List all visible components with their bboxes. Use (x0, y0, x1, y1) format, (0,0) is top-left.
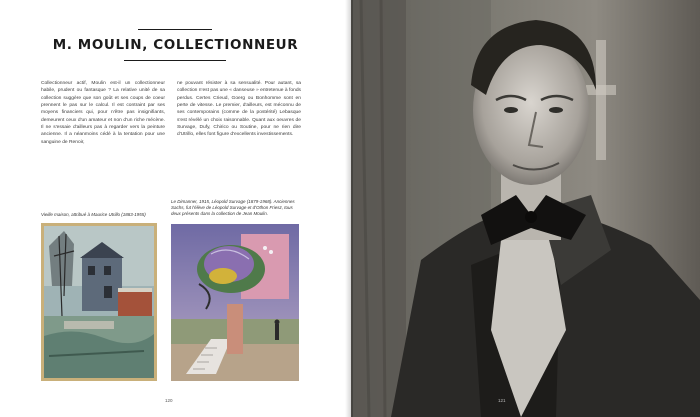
portrait-photo (351, 0, 700, 417)
page-title: M. MOULIN, COLLECTIONNEUR (52, 37, 299, 53)
page-number-right: 121 (498, 398, 506, 403)
painting-survage (171, 224, 299, 381)
title-rule-top (138, 29, 212, 30)
painting-survage-image (171, 224, 299, 381)
caption-utrillo: Vieille maison, attribué à Maurice Utrillo (1883-1955) (41, 212, 146, 217)
painting-utrillo (41, 223, 157, 381)
body-text-column-2: ne pouvant résister à sa sensualité. Pour autant, sa collection n'est pas une « danseuse » entretenue à fonds perdus. Certes Crieud, Goerg ou Bonhomme sont en perte de vitesse. Le premier, d'ailleurs, est méconnu de ses contemporains (comme de la postérité) Lebasque s'est révélé un choix raisonnable. Quant aux oeuvres de Survage, Dufy, Chirico ou Soutine, pour ne rien dire d'Utrillo, elles font figure d'excellents investissements. (177, 81, 301, 138)
page-number-left: 120 (165, 398, 173, 403)
body-text-column-1: Collectionneur actif, Moulin est-il un collectionneur habile, prudent ou fantasque ? La relative unité de sa collection suggère que son goût et ses coups de coeur prennent le pas sur le calcul. Il est contraint par ses moyens financiers qui, pour n'être pas insignifiants, demeurent ceux d'un amateur et non d'un riche mécène. Il ne s'essaie d'ailleurs pas à regarder vers la peinture ancienne. Il a néanmoins cédé à la tentation pour une sanguine de Renoir, (41, 81, 165, 145)
title-rule-bottom (124, 60, 226, 61)
painting-utrillo-image (44, 226, 154, 378)
caption-survage: Le Dimanner, 1915, Léopold Survage (1879-1968). Anciennes Sachs, fut l'élève de Léopold Survage et d'Othon Friesz, tous deux présents dans la collection de Jean Moulin. (171, 199, 295, 216)
portrait-photo-image (351, 0, 700, 417)
book-gutter-shadow (345, 0, 353, 417)
